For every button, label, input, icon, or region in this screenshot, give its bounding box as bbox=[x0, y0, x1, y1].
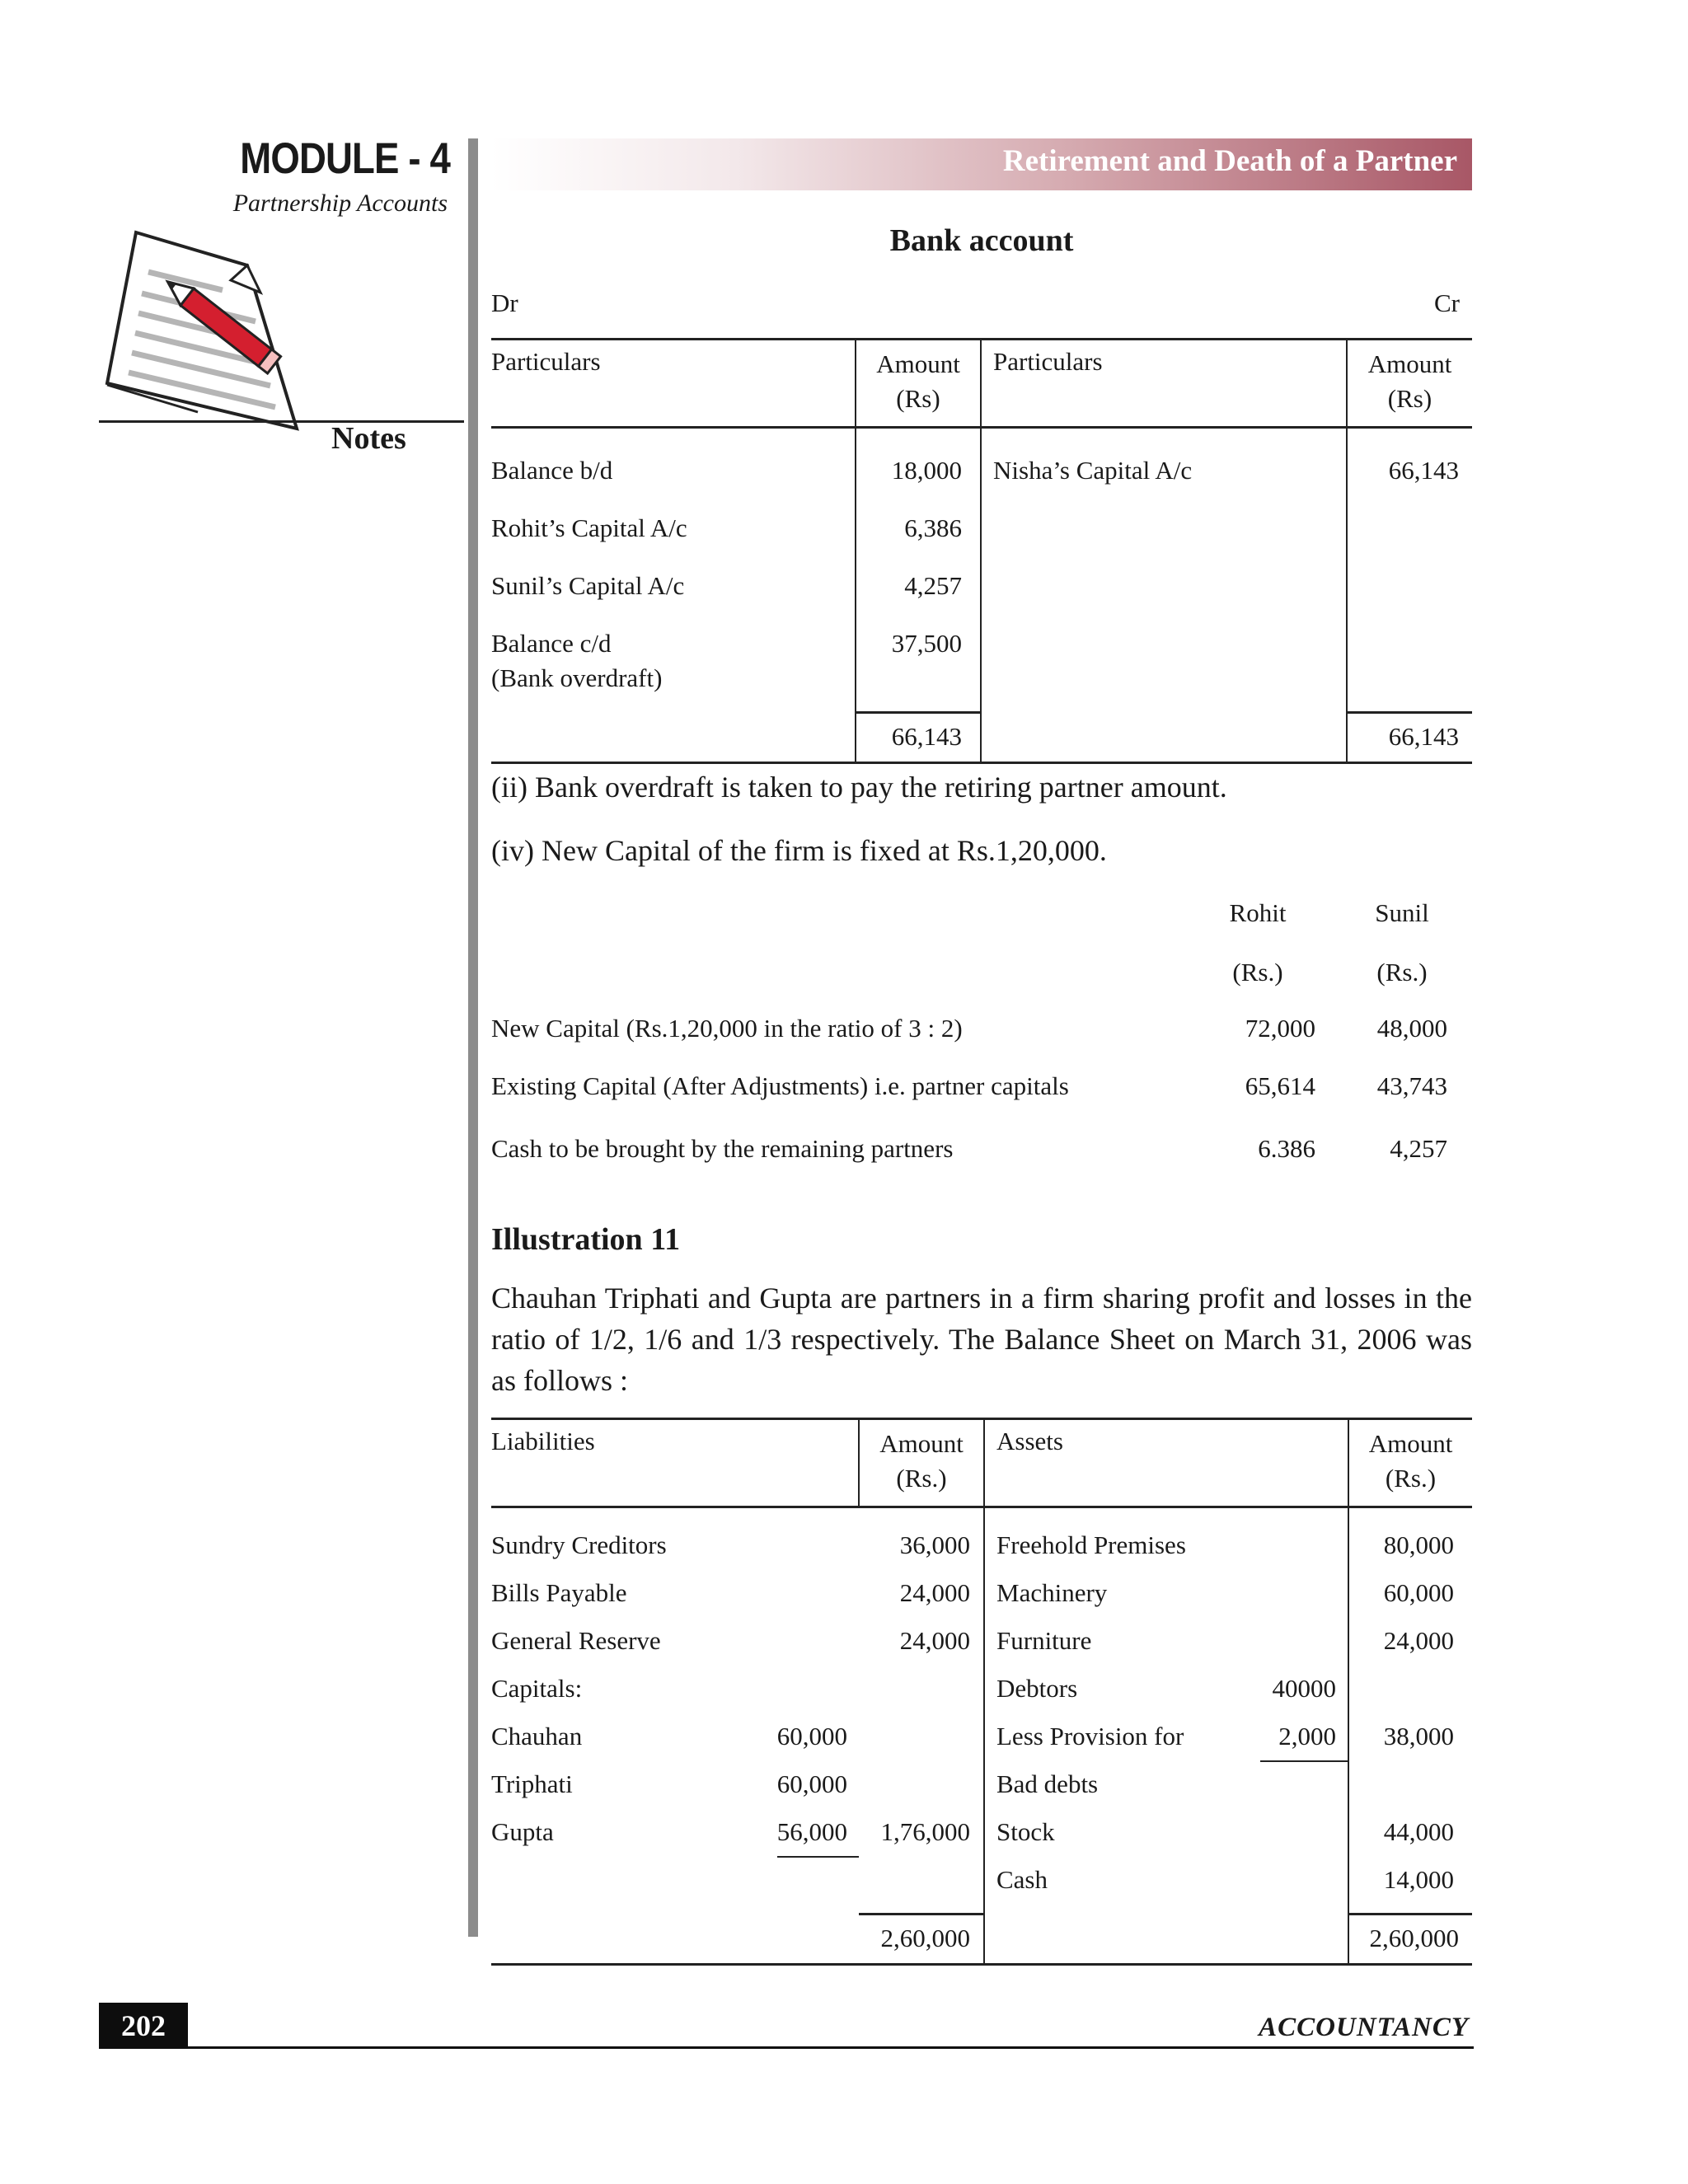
table-row bbox=[491, 1507, 1472, 1915]
asset-sub-amounts: 40000 2,000 bbox=[1250, 1507, 1348, 1915]
notes-divider bbox=[190, 420, 464, 423]
col-sunil: Sunil bbox=[1375, 898, 1429, 927]
total-cr: 66,143 bbox=[1388, 721, 1459, 751]
header-particulars: Particulars bbox=[981, 340, 1347, 428]
cr-label: Cr bbox=[1434, 288, 1460, 317]
debit-particulars: Balance b/d Rohit’s Capital A/c Sunil’s Capital A/c Balance c/d (Bank overdraft) bbox=[491, 428, 856, 713]
header-amount: Amount (Rs.) bbox=[859, 1419, 984, 1507]
notes-illustration-icon bbox=[99, 223, 321, 445]
dr-label: Dr bbox=[491, 288, 518, 317]
calc-sunil: 43,743 bbox=[1376, 1071, 1447, 1100]
notes-label: Notes bbox=[331, 421, 406, 456]
col-rohit: Rohit bbox=[1229, 898, 1287, 927]
header-assets: Assets bbox=[984, 1419, 1348, 1507]
footer-rule bbox=[99, 2046, 1474, 2049]
total-liabilities: 2,60,000 bbox=[859, 1914, 984, 1965]
illustration-title: Illustration 11 bbox=[491, 1222, 681, 1257]
total-assets: 2,60,000 bbox=[1348, 1914, 1472, 1965]
table-row bbox=[491, 428, 1472, 713]
capital-calc bbox=[491, 898, 1472, 1187]
bank-account-table bbox=[491, 338, 1472, 764]
note-iv: (iv) New Capital of the firm is fixed at Rs.1,20,000. bbox=[491, 834, 1107, 867]
calc-rohit: 6.386 bbox=[1258, 1134, 1315, 1163]
module-title: MODULE - 4 bbox=[240, 134, 450, 183]
table-header-row bbox=[491, 1419, 1472, 1507]
calc-sunil: 48,000 bbox=[1376, 1014, 1447, 1043]
chapter-title: Retirement and Death of a Partner bbox=[1002, 144, 1457, 178]
header-particulars: Particulars bbox=[491, 340, 856, 428]
header-amount: Amount (Rs) bbox=[1367, 349, 1452, 413]
module-subtitle: Partnership Accounts bbox=[232, 190, 448, 217]
calc-label: Existing Capital (After Adjustments) i.e. partner capitals bbox=[491, 1071, 1069, 1100]
calc-rohit: 72,000 bbox=[1245, 1014, 1315, 1043]
credit-amounts: 66,143 bbox=[1347, 428, 1472, 713]
calc-rohit: 65,614 bbox=[1245, 1071, 1315, 1100]
unit-rohit: (Rs.) bbox=[1232, 958, 1283, 987]
asset-amounts: 80,000 60,000 24,000 38,000 44,000 14,000 bbox=[1348, 1507, 1472, 1915]
header-liabilities: Liabilities bbox=[491, 1419, 859, 1507]
notes-divider bbox=[99, 420, 190, 423]
bank-account-title: Bank account bbox=[889, 223, 1074, 258]
debit-amounts: 18,000 6,386 4,257 37,500 bbox=[856, 428, 981, 713]
unit-sunil: (Rs.) bbox=[1376, 958, 1428, 987]
header-amount: Amount (Rs.) bbox=[1368, 1429, 1453, 1493]
footer-title: ACCOUNTANCY bbox=[1259, 2013, 1469, 2042]
liability-labels: Sundry Creditors Bills Payable General Reserve Capitals: Chauhan Triphati Gupta bbox=[491, 1530, 667, 1846]
illustration-text: Chauhan Triphati and Gupta are partners in a firm sharing profit and losses in the ratio of 1/2, 1/6 and 1/3 respectively. The Balance Sheet on March 31, 2006 was as follows : bbox=[491, 1282, 1472, 1397]
calc-label: Cash to be brought by the remaining partners bbox=[491, 1134, 954, 1163]
note-ii: (ii) Bank overdraft is taken to pay the retiring partner amount. bbox=[491, 771, 1227, 804]
chapter-header bbox=[491, 138, 1472, 190]
totals-row bbox=[491, 712, 1472, 763]
liability-sub-amounts: 60,000 60,000 56,000 bbox=[757, 1507, 859, 1915]
liability-amounts: 36,000 24,000 24,000 1,76,000 bbox=[859, 1507, 984, 1915]
balance-sheet-table bbox=[491, 1418, 1472, 1966]
header-amount: Amount (Rs) bbox=[856, 340, 981, 428]
credit-particulars: Nisha’s Capital A/c bbox=[981, 428, 1347, 713]
calc-sunil: 4,257 bbox=[1390, 1134, 1447, 1163]
totals-row bbox=[491, 1914, 1472, 1965]
table-header-row bbox=[491, 340, 1472, 428]
page-number: 202 bbox=[99, 2003, 188, 2049]
calc-label: New Capital (Rs.1,20,000 in the ratio of 3 : 2) bbox=[491, 1014, 963, 1043]
total-dr: 66,143 bbox=[856, 712, 981, 763]
margin-bar bbox=[468, 138, 478, 1937]
asset-labels: Freehold Premises Machinery Furniture Debtors Less Provision for Bad debts Stock Cash bbox=[996, 1530, 1186, 1894]
